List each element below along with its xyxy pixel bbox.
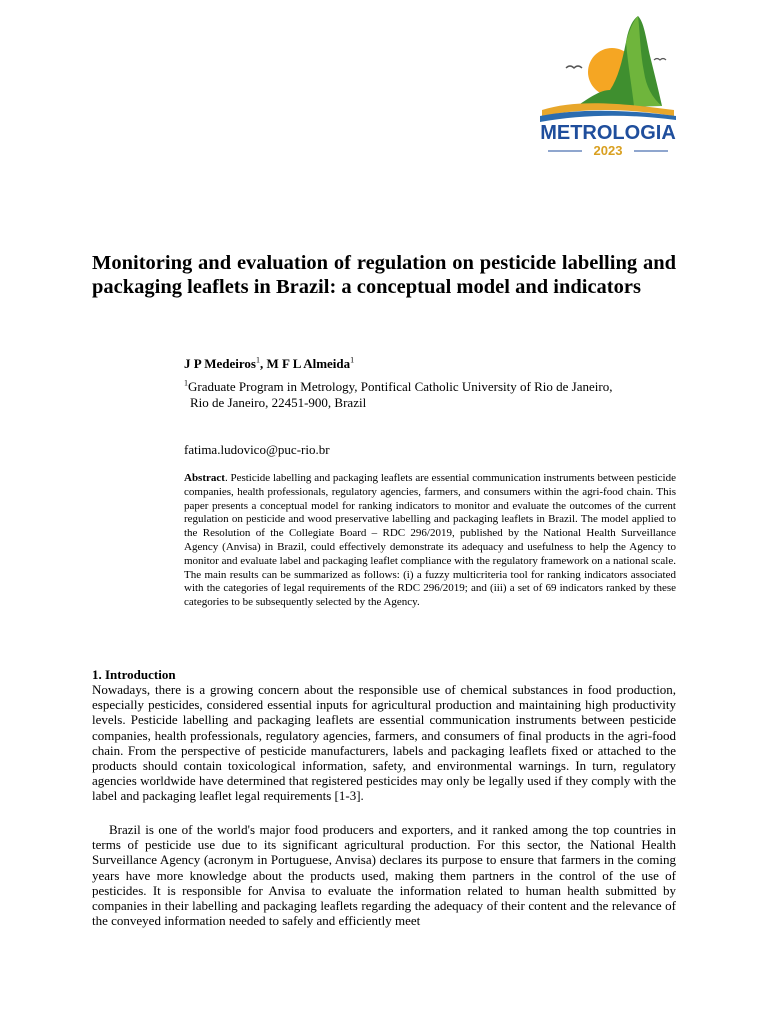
author-list: J P Medeiros$^1$, M F L Almeida$^1$: [184, 355, 355, 371]
affiliation-line: Graduate Program in Metrology, Pontifical Catholic University of Rio de Janeiro,: [188, 379, 613, 394]
logo-wordmark: METROLOGIA: [540, 122, 676, 144]
section-heading: 1. Introduction: [92, 667, 176, 682]
author-name: J P Medeiros: [184, 356, 256, 371]
metrologia-logo-graphic: [534, 12, 682, 158]
affiliation-marker: 1: [184, 378, 188, 388]
affiliation: [184, 379, 684, 411]
body-paragraph: Nowadays, there is a growing concern about the responsible use of chemical substances in food production, especially pesticides, considered essential inputs for agricultural production and maintaining high productivity levels. Pesticide labelling and packaging leaflets are essential communication instruments between pesticide companies, health professionals, regulatory agencies, farmers, and consumers of final products in the agri-food chain. From the perspective of pesticide manufacturers, labels and packaging leaflets fixed or attached to the products should contain toxicological information, safety, and environmental warnings. In turn, regulatory agencies worldwide have determined that registered pesticides may only be legally used if they comply with the label and packaging leaflet legal requirements [1-3].: [92, 682, 676, 804]
contact-email: fatima.ludovico@puc-rio.br: [184, 442, 330, 457]
conference-logo: [534, 12, 682, 158]
bird-icon: [566, 66, 582, 68]
abstract-text: . Pesticide labelling and packaging leaflets are essential communication instruments between pesticide companies, health professionals, regulatory agencies, farmers, and consumers within the agri-food chain. This paper presents a conceptual model for ranking indicators to monitor and evaluate the outcomes of the current regulation on pesticide and wood preservative labelling and packaging leaflets in Brazil. The model applied to the Resolution of the Collegiate Board – RDC 296/2019, published by the National Health Surveillance Agency (Anvisa) in Brazil, could effectively demonstrate its adequacy and usefulness to help the Agency to monitor and evaluate label and packaging leaflet compliance with the regulatory framework on a national scale. The main results can be summarized as follows: (i) a fuzzy multicriteria tool for ranking indicators associated with the categories of legal requirements of the RDC 296/2019; and (iii) a set of 69 indicators ranked by these categories to be subsequently selected by the Agency.: [184, 472, 676, 609]
logo-year: 2023: [593, 143, 623, 158]
affiliation-line: Rio de Janeiro, 22451-900, Brazil: [190, 395, 367, 410]
abstract: [184, 472, 676, 610]
bird-icon: [654, 59, 666, 61]
paper-title: Monitoring and evaluation of regulation on pesticide labelling and packaging leaflets in Brazil: a conceptual model and indicators: [92, 252, 676, 298]
body-paragraph: Brazil is one of the world's major food producers and exporters, and it ranked among the top countries in terms of pesticide use due to its significant agricultural production. For this sector, the National Health Surveillance Agency (acronym in Portuguese, Anvisa) declares its purpose to ensure that farmers in the coming years have more knowledge about the products used, making them partners in the control of the use of pesticides. It is responsible for Anvisa to evaluate the information related to human health submitted by companies in their labelling and packaging leaflets regarding the adequacy of their content and the relevance of the conveyed information needed to safely and efficiently meet: [92, 822, 676, 929]
abstract-label: Abstract: [184, 472, 225, 484]
affiliation-marker: 1: [255, 355, 260, 365]
affiliation-marker: 1: [350, 355, 355, 365]
author-name: M F L Almeida: [266, 356, 351, 371]
